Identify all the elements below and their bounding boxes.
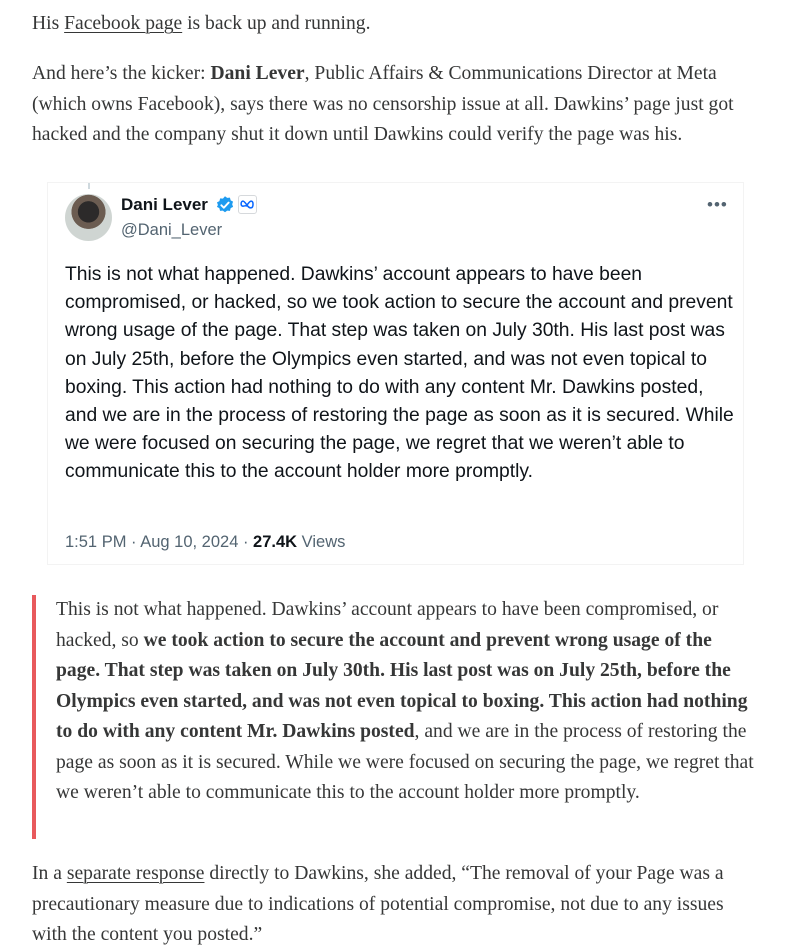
embedded-tweet[interactable]	[48, 183, 743, 564]
tweet-metadata	[65, 533, 345, 552]
verified-badge-icon	[215, 195, 235, 215]
text-segment: His	[32, 13, 65, 34]
tweet-author-name[interactable]: Dani Lever	[121, 195, 208, 214]
text-segment: , Public Affairs & Communications Director at Meta (which owns Facebook), says there was no censorship issue at all. Dawkins’ page just got hacked and the company shut it down until Dawkins could verify the page was his.	[32, 63, 734, 145]
paragraph-facebook-status	[32, 9, 760, 40]
bold-name: Dani Lever	[210, 63, 305, 84]
blockquote-text	[56, 595, 758, 809]
avatar[interactable]	[65, 194, 112, 241]
facebook-page-link[interactable]: Facebook page	[64, 13, 183, 34]
blockquote	[32, 595, 764, 839]
tweet-timestamp[interactable]: 1:51 PM · Aug 10, 2024 ·	[65, 533, 254, 551]
emphasized-text: we took action to secure the account and prevent wrong usage of the page. That step was taken on July 30th. His last post was on July 25th, before the Olympics even started, and was not even topical to boxing. This action had nothing to do with any content Mr. Dawkins posted	[56, 629, 748, 742]
text-segment: is back up and running.	[182, 13, 371, 34]
text-segment: , and we are in the process of restoring the page as soon as it is secured. While we were focused on securing the page, we regret that we weren’t able to communicate this to the account holder more promptly.	[56, 721, 754, 803]
paragraph-separate-response	[32, 859, 762, 951]
separate-response-link[interactable]: separate response	[66, 863, 205, 884]
paragraph-kicker	[32, 59, 760, 151]
text-segment: This is not what happened. Dawkins’ account appears to have been compromised, or hacked, so	[56, 599, 719, 651]
view-count: 27.4K	[253, 533, 298, 551]
thread-line	[88, 183, 90, 189]
text-segment: In a	[32, 863, 67, 884]
more-options-icon[interactable]: •••	[707, 195, 728, 214]
tweet-author-handle[interactable]: @Dani_Lever	[121, 221, 223, 239]
text-segment: directly to Dawkins, she added, “The removal of your Page was a precautionary measure due to indications of potential compromise, not due to any issues with the content you posted.”	[32, 863, 724, 945]
tweet-text: This is not what happened. Dawkins’ account appears to have been compromised, or hacked, so we took action to secure the account and prevent wrong usage of the page. That step was taken on July 30th. His last post was on July 25th, before the Olympics even started, and was not even topical to boxing. This action had nothing to do with any content Mr. Dawkins posted, and we are in the process of restoring the page as soon as it is secured. While we were focused on securing the page, we regret that we weren’t able to communicate this to the account holder more promptly.	[65, 264, 734, 483]
text-segment: And here’s the kicker:	[32, 63, 211, 84]
meta-affiliation-icon[interactable]	[238, 195, 257, 214]
views-label: Views	[297, 533, 346, 551]
